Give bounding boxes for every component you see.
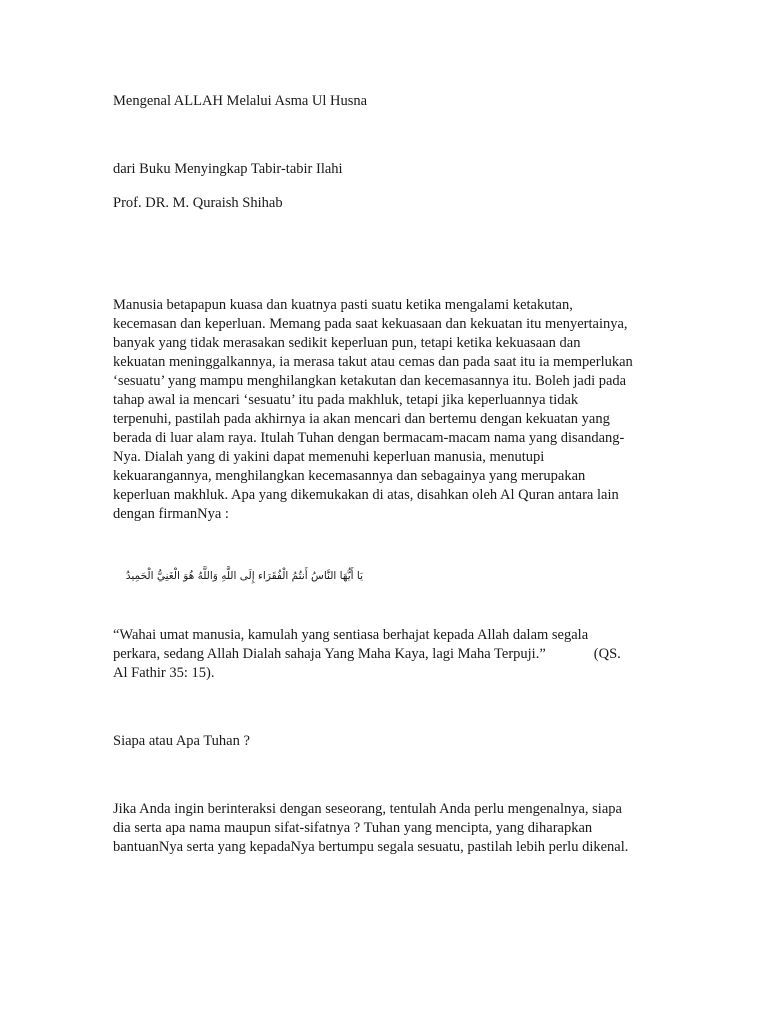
paragraph-line: Jika Anda ingin berinteraksi dengan seseorang, tentulah Anda perlu mengenalnya, siapa (113, 801, 622, 817)
document-title: Mengenal ALLAH Melalui Asma Ul Husna (113, 93, 368, 109)
section-heading: Siapa atau Apa Tuhan ? (113, 733, 250, 749)
paragraph-line: Manusia betapapun kuasa dan kuatnya pasti suatu ketika mengalami ketakutan, (113, 297, 573, 313)
paragraph-line: banyak yang tidak merasakan sedikit keperluan pun, tetapi ketika kekuasaan dan (113, 335, 581, 351)
paragraph-line: berada di luar alam raya. Itulah Tuhan dengan bermacam-macam nama yang disandang- (113, 430, 625, 446)
paragraph-line: kekuarangannya, menghilangkan kecemasannya dan sebagainya yang merupakan (113, 468, 586, 484)
translation-text: perkara, sedang Allah Dialah sahaja Yang Maha Kaya, lagi Maha Terpuji.” (113, 646, 546, 662)
author-line: Prof. DR. M. Quraish Shihab (113, 195, 283, 211)
paragraph-line: dia serta apa nama maupun sifat-sifatnya ? Tuhan yang mencipta, yang diharapkan (113, 820, 593, 836)
paragraph-line: kecemasan dan keperluan. Memang pada saat kekuasaan dan kekuatan itu menyertainya, (113, 316, 628, 332)
translation-line: “Wahai umat manusia, kamulah yang sentiasa berhajat kepada Allah dalam segala (113, 627, 589, 643)
paragraph-line: ‘sesuatu’ yang mampu menghilangkan ketakutan dan kecemasannya itu. Boleh jadi pada (113, 373, 627, 389)
paragraph-line: Nya. Dialah yang di yakini dapat memenuhi keperluan manusia, menutupi (113, 449, 545, 465)
source-line: dari Buku Menyingkap Tabir-tabir Ilahi (113, 161, 343, 177)
intro-paragraph (113, 296, 658, 524)
arabic-verse: يَا أَيُّهَا النَّاسُ أَنتُمُ الْفُقَرَاء إِلَى اللَّهِ وَاللَّهُ هُوَ الْغَنِيُّ الْحَمِيدُ (125, 569, 363, 582)
paragraph-line: terpenuhi, pastilah pada akhirnya ia akan mencari dan bertemu dengan kekuatan yang (113, 411, 610, 427)
paragraph-line: bantuanNya serta yang kepadaNya bertumpu segala sesuatu, pastilah lebih perlu dikenal. (113, 839, 629, 855)
paragraph-line: kekuatan meninggalkannya, ia merasa takut atau cemas dan pada saat itu ia memperlukan (113, 354, 633, 370)
paragraph-line: keperluan makhluk. Apa yang dikemukakan di atas, disahkan oleh Al Quran antara lain (113, 487, 619, 503)
citation-line: Al Fathir 35: 15). (113, 665, 215, 681)
citation-reference: (QS. (593, 646, 621, 662)
paragraph-line: dengan firmanNya : (113, 506, 229, 522)
translation-line (113, 645, 658, 664)
paragraph-line: tahap awal ia mencari ‘sesuatu’ itu pada makhluk, tetapi jika keperluannya tidak (113, 392, 579, 408)
section-paragraph (113, 800, 658, 857)
translation-paragraph (113, 626, 658, 683)
